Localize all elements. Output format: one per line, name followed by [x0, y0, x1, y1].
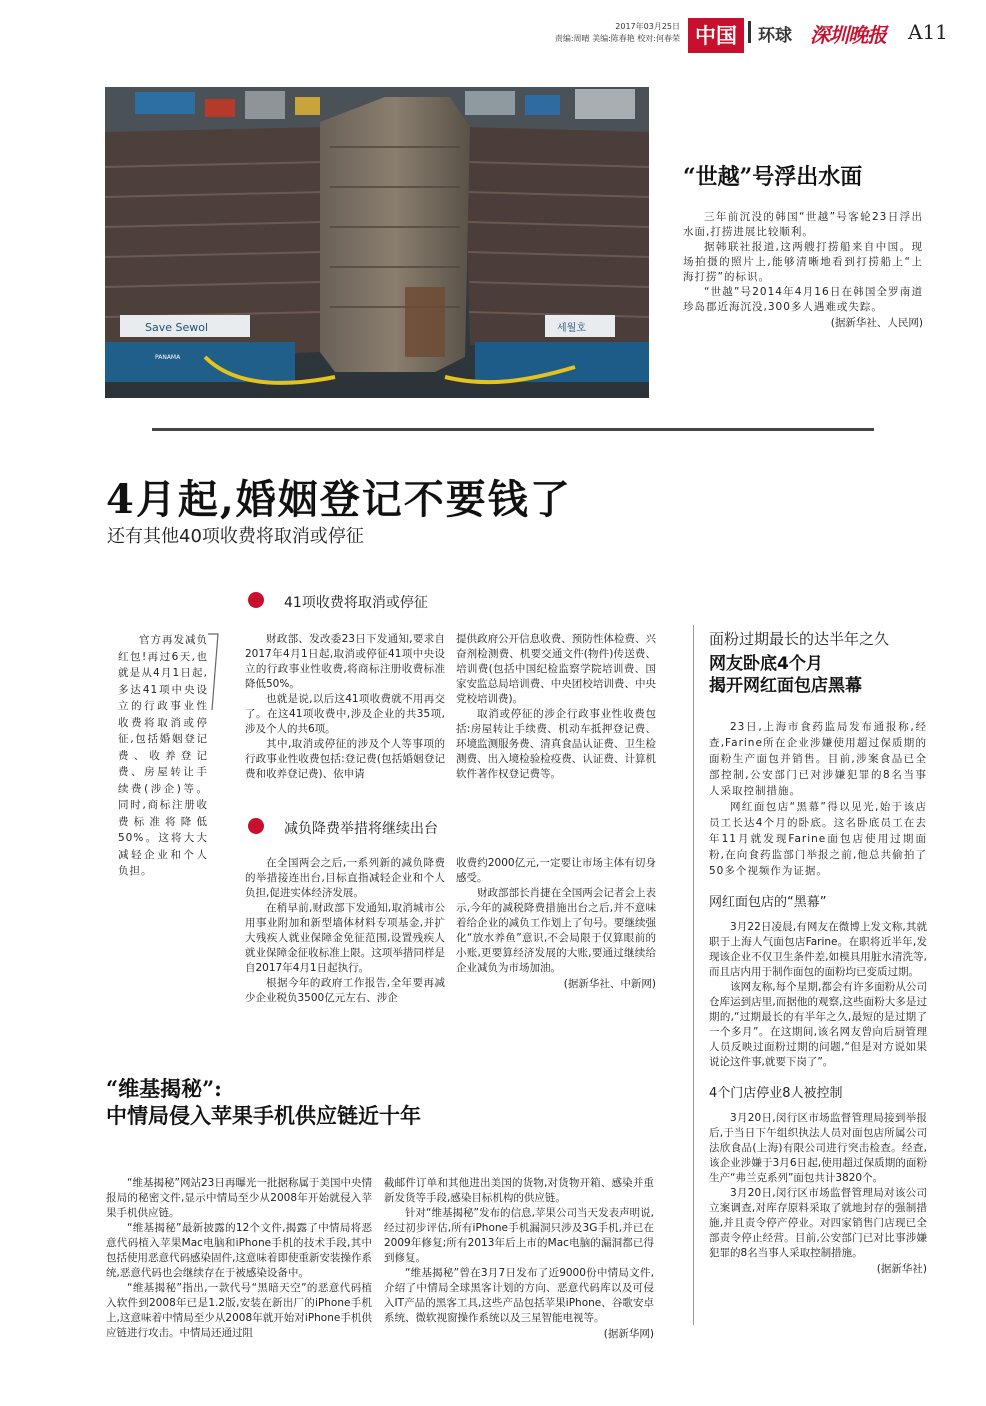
wikileaks-headline-line1: “维基揭秘”:: [106, 1076, 222, 1101]
masthead-divider: [748, 21, 751, 43]
sewol-photo: [105, 87, 649, 398]
marriage-subhead: 还有其他40项收费将取消或停征: [107, 526, 364, 547]
section2-para: 财政部部长肖捷在全国两会记者会上表示,今年的减税降费措施出台之后,并不意味着给企业的减负工作划上了句号。要继续强化“放水养鱼”意识,不会局限于仅算眼前的小账,更要算经济发展的大账,要通过继续给企业减负为市场加油。: [456, 887, 656, 974]
wikileaks-para: “维基揭秘”最新披露的12个文件,揭露了中情局将恶意代码植入苹果Mac电脑和iPhone手机的技术手段,其中包括使用恶意代码感染固件,这意味着即使重新安装操作系统,恶意代码也会继续存在于被感染设备中。: [106, 1222, 372, 1279]
bakery-headline-line1: 网友卧底4个月: [709, 654, 823, 674]
section2-para: 在全国两会之后,一系列新的减负降费的举措接连出台,目标直指减轻企业和个人负担,促进实体经济发展。: [245, 857, 445, 899]
wikileaks-para: “维基揭秘”指出,一款代号“黑暗天空”的恶意代码植入软件到2008年已是1.2版,安装在新出厂的iPhone手机上,这意味着中情局至少从2008年就开始对iPhone手机供应链进行攻击。中情局还通过阻: [106, 1282, 372, 1339]
section-badge: 中国: [688, 18, 744, 53]
section2-col1: [245, 856, 445, 1006]
page-number: A11: [908, 20, 948, 44]
wikileaks-col1: [106, 1176, 372, 1341]
section2-col2: [456, 856, 656, 991]
marriage-headline: 4月起,婚姻登记不要钱了: [106, 476, 572, 523]
section1-para: 也就是说,以后这41项收费就不用再交了。在这41项收费中,涉及企业的共35项,涉及个人的共6项。: [245, 693, 445, 735]
section-marker-icon: [248, 818, 264, 834]
wikileaks-para: “维基揭秘”曾在3月7日发布了近9000份中情局文件,介绍了中情局全球黑客计划的方向、恶意代码库以及可侵入IT产品的黑客工具,这些产品包括苹果iPhone、谷歌安卓系统、微软视窗操作系统以及三星智能电视等。: [384, 1267, 654, 1324]
bakery-source: (据新华社): [876, 1263, 927, 1275]
ship-label-text: PANAMA: [155, 354, 181, 361]
masthead-editors: 责编:周晴 美编:陈春艳 校对:何春荣: [554, 34, 680, 43]
bakery-sub2: 4个门店停业8人被控制: [709, 1086, 843, 1101]
sewol-para: “世越”号2014年4月16日在韩国全罗南道珍岛郡近海沉没,300多人遇难或失踪。: [683, 286, 923, 313]
bakery-story: [709, 628, 927, 1276]
bakery-kicker: 面粉过期最长的达半年之久: [709, 630, 890, 648]
sewol-photo-illustration: [105, 87, 649, 398]
subsection-label: 环球: [758, 26, 792, 46]
section2-para: 收费约2000亿元,一定要让市场主体有切身感受。: [456, 857, 656, 884]
sewol-para: 三年前沉没的韩国“世越”号客轮23日浮出水面,打捞进展比较顺利。: [683, 211, 923, 238]
section2-para: 根据今年的政府工作报告,全年要再减少企业税负3500亿元左右、涉企: [245, 977, 445, 1004]
section1-col1: [245, 632, 445, 782]
bakery-sub1-para: 该网友称,每个星期,都会有许多面粉从公司仓库运到店里,而据他的观察,这些面粉大多是过期的,“过期最长的有半年之久,最短的是过期了一个多月”。在这期间,该名网友曾向后厨管理人员反映过面粉过期的问题,“但是对方说如果说论这件事,就要下岗了”。: [709, 981, 927, 1068]
marriage-intro-text: 官方再发减负红包!再过6天,也就是从4月1日起,多达41项中央设立的行政事业性收费将取消或停征,包括婚姻登记费、收养登记费、房屋转让手续费(涉企)等。同时,商标注册收费标准将降低50%。这将大大减轻企业和个人负担。: [118, 634, 208, 877]
section1-para: 其中,取消或停征的涉及个人等事项的行政事业性收费包括:登记费(包括婚姻登记费和收养登记费)、依申请: [245, 738, 445, 780]
masthead-date: 2017年03月25日: [615, 22, 680, 31]
section1-title: 41项收费将取消或停征: [284, 595, 428, 611]
section-marker-icon: [248, 592, 264, 608]
bakery-intro-para: 网红面包店“黑幕”得以见光,始于该店员工长达4个月的卧底。这名卧底员工在去年11月就发现Farine面包店使用过期面粉,在向食药监部门举报之前,他总共偷拍了50多个视频作为证据。: [709, 801, 927, 877]
wikileaks-headline-line2: 中情局侵入苹果手机供应链近十年: [106, 1103, 421, 1128]
sewol-title: “世越”号浮出水面: [683, 164, 863, 190]
bakery-sub1: 网红面包店的“黑幕”: [709, 895, 827, 910]
right-banner-text: 세월호: [557, 323, 586, 334]
wikileaks-headline: [106, 1075, 421, 1129]
section2-para: 在稍早前,财政部下发通知,取消城市公用事业附加和新型墙体材料专项基金,并扩大残疾人就业保障金免征范围,设置残疾人就业保障金征收标准上限。这项举措同样是自2017年4月1日起执行。: [245, 902, 445, 974]
column-separator: [693, 625, 694, 1325]
bakery-sub1-para: 3月22日凌晨,有网友在微博上发文称,其就职于上海人气面包店Farine。在职将近半年,发现该企业不仅卫生条件差,如模具用脏水清洗等,而且店内用于制作面包的面粉均已变质过期。: [709, 921, 927, 978]
bakery-sub2-para: 3月20日,闵行区市场监督管理局接到举报后,于当日下午组织执法人员对面包店所属公司法欣食品(上海)有限公司进行突击检查。经查,该企业涉嫌于3月6日起,使用超过保质期的面粉生产“弗兰克系列”面包共计3820个。: [709, 1112, 927, 1184]
wikileaks-para: 针对“维基揭秘”发布的信息,苹果公司当天发表声明说,经过初步评估,所有iPhone手机漏洞只涉及3G手机,并已在2009年修复;所有2013年后上市的Mac电脑的漏洞都已得到修复。: [384, 1207, 654, 1264]
masthead-meta: [520, 21, 680, 45]
section1-para: 财政部、发改委23日下发通知,要求自2017年4月1日起,取消或停征41项中央设立的行政事业性收费,将商标注册收费标准降低50%。: [245, 633, 445, 690]
bakery-headline-line2: 揭开网红面包店黑幕: [709, 676, 862, 696]
paper-logo: 深圳晚报: [810, 23, 886, 47]
sewol-para: 据韩联社报道,这两艘打捞船来自中国。现场拍摄的照片上,能够清晰地看到打捞船上“上海打捞”的标识。: [683, 241, 923, 283]
sewol-source: (据新华社、人民网): [830, 317, 923, 329]
section2-source: (据新华社、中新网): [563, 978, 656, 990]
section1-para: 取消或停征的涉企行政事业性收费包括:房屋转让手续费、机动车抵押登记费、环境监测服务费、清真食品认证费、卫生检测费、出入境检验检疫费、认证费、计算机软件著作权登记费等。: [456, 708, 656, 780]
left-banner-text: Save Sewol: [145, 321, 209, 334]
bakery-intro-para: 23日,上海市食药监局发布通报称,经查,Farine所在企业涉嫌使用超过保质期的面粉生产面包并销售。目前,涉案食品已全部控制,公安部门已对涉嫌犯罪的8名当事人采取控制措施。: [709, 721, 927, 797]
wikileaks-para: 截邮件订单和其他进出美国的货物,对货物开箱、感染并重新发货等手段,感染目标机构的供应链。: [384, 1177, 654, 1204]
marriage-intro: [118, 632, 208, 880]
wikileaks-para: “维基揭秘”网站23日再曝光一批据称属于美国中央情报局的秘密文件,显示中情局至少从2008年开始就侵入苹果手机供应链。: [106, 1177, 372, 1219]
bakery-sub2-para: 3月20日,闵行区市场监督管理局对该公司立案调查,对库存原料采取了就地封存的强制措施,并且责令停产停业。对四家销售门店现已全部责令停止经营。目前,公安部门已对比事涉嫌犯罪的8名当事人采取控制措施。: [709, 1187, 927, 1259]
wikileaks-col2: [384, 1176, 654, 1341]
intro-bracket: [206, 632, 220, 712]
sewol-body: [683, 210, 923, 330]
section1-col2: [456, 632, 656, 782]
section1-para: 提供政府公开信息收费、预防性体检费、兴奋剂检测费、机要交通文件(物件)传送费、培训费(包括中国纪检监察学院培训费、国家安监总局培训费、中央团校培训费、中央党校培训费)。: [456, 633, 656, 705]
wikileaks-source: (据新华网): [603, 1328, 654, 1340]
section-divider: [152, 428, 874, 431]
section2-title: 减负降费举措将继续出台: [284, 821, 438, 837]
